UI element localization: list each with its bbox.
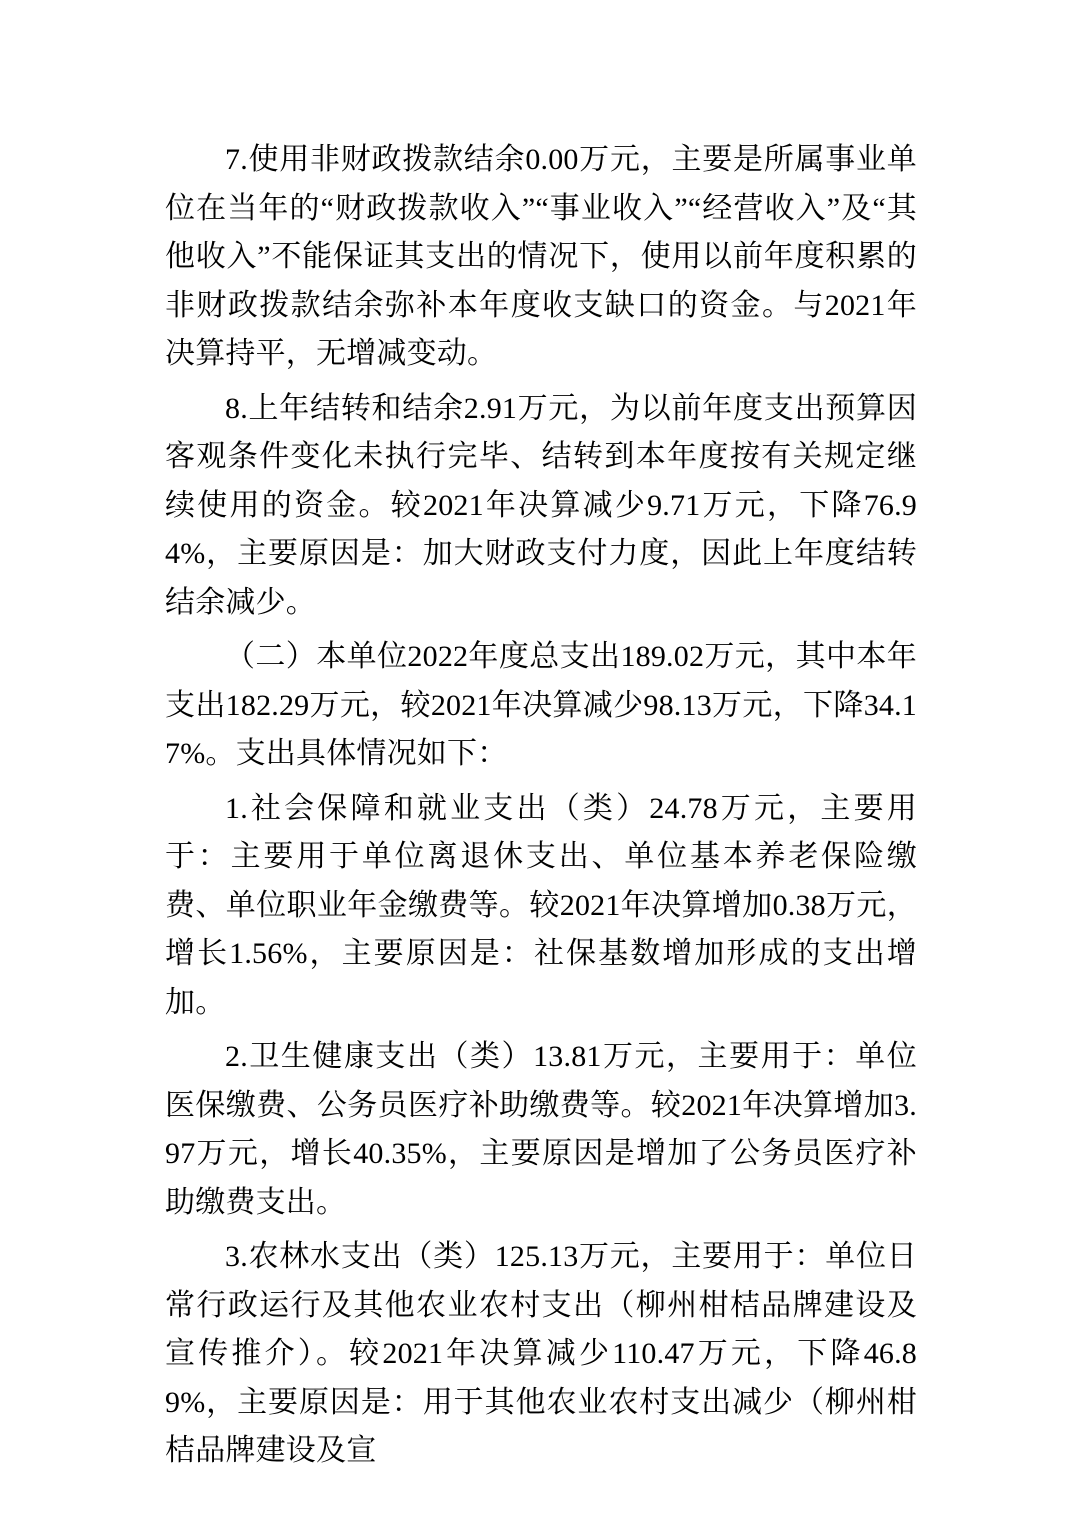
paragraph-item-8-prior-year-carryover: 8.上年结转和结余2.91万元，为以前年度支出预算因客观条件变化未执行完毕、结转到本年度按有关规定继续使用的资金。较2021年决算减少9.71万元，下降76.94%，主要原因是：加大财政支付力度，因此上年度结转结余减少。 bbox=[165, 391, 917, 619]
paragraph-section-2-total-expenditure: （二）本单位2022年度总支出189.02万元，其中本年支出182.29万元，较2021年决算减少98.13万元，下降34.17%。支出具体情况如下： bbox=[165, 640, 917, 770]
paragraph-item-7-nonfiscal-carryover: 7.使用非财政拨款结余0.00万元，主要是所属事业单位在当年的“财政拨款收入”“事业收入”“经营收入”及“其他收入”不能保证其支出的情况下，使用以前年度积累的非财政拨款结余弥补本年度收支缺口的资金。与2021年决算持平，无增减变动。 bbox=[165, 143, 917, 370]
paragraph-item-3-agriculture-expenditure: 3.农林水支出（类）125.13万元，主要用于：单位日常行政运行及其他农业农村支出（柳州柑桔品牌建设及宣传推介）。较2021年决算减少110.47万元，下降46.89%，主要原因是：用于其他农业农村支出减少（柳州柑桔品牌建设及宣 bbox=[165, 1240, 917, 1467]
paragraph-item-2-health-expenditure: 2.卫生健康支出（类）13.81万元，主要用于：单位医保缴费、公务员医疗补助缴费等。较2021年决算增加3.97万元，增长40.35%，主要原因是增加了公务员医疗补助缴费支出。 bbox=[165, 1040, 917, 1219]
document-body bbox=[165, 136, 917, 1476]
paragraph-item-1-social-security-expenditure: 1.社会保障和就业支出（类）24.78万元，主要用于：主要用于单位离退休支出、单位基本养老保险缴费、单位职业年金缴费等。较2021年决算增加0.38万元，增长1.56%，主要原因是：社保基数增加形成的支出增加。 bbox=[165, 791, 917, 1019]
